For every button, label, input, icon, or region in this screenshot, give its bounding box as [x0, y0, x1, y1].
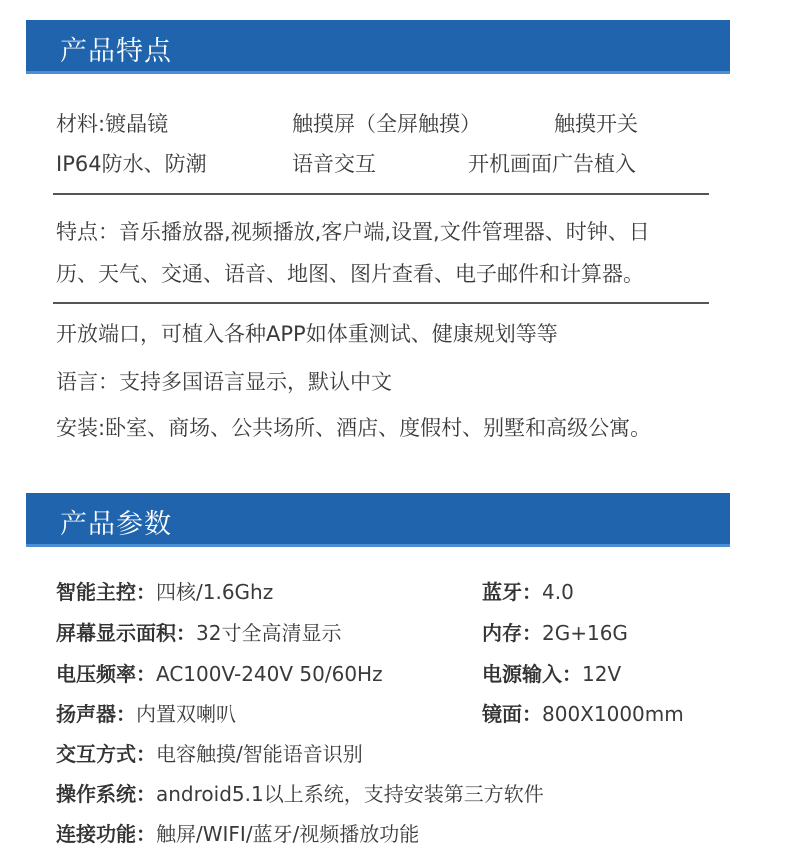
- features-description-line1: 特点：音乐播放器,视频播放,客户端,设置,文件管理器、时钟、日: [56, 220, 650, 244]
- spec-value: 800X1000mm: [542, 702, 684, 726]
- spec-screen-area: [56, 617, 341, 646]
- spec-value: 内置双喇叭: [136, 702, 236, 726]
- spec-value: 2G+16G: [542, 621, 628, 645]
- spec-value: 12V: [582, 662, 622, 686]
- spec-memory: [482, 617, 628, 646]
- spec-interaction: [56, 738, 363, 767]
- spec-connectivity: [56, 818, 419, 847]
- spec-value: AC100V-240V 50/60Hz: [156, 662, 383, 686]
- spec-value: 32寸全高清显示: [196, 621, 342, 645]
- spec-label: 操作系统：: [56, 782, 156, 806]
- spec-value: 触屏/WIFI/蓝牙/视频播放功能: [156, 822, 420, 846]
- features-description-line2: 历、天气、交通、语音、地图、图片查看、电子邮件和计算器。: [56, 262, 644, 286]
- feature-waterproof: IP64防水、防潮: [56, 152, 207, 176]
- spec-label: 交互方式：: [56, 742, 156, 766]
- banner-accent-strip: [26, 71, 730, 74]
- spec-label: 蓝牙：: [482, 580, 542, 604]
- spec-speaker: [56, 698, 236, 727]
- divider-1: [53, 193, 709, 195]
- spec-value: 四核/1.6Ghz: [156, 580, 274, 604]
- open-port-text: 开放端口，可植入各种APP如体重测试、健康规划等等: [56, 322, 558, 346]
- install-text: 安装:卧室、商场、公共场所、酒店、度假村、别墅和高级公寓。: [56, 416, 652, 440]
- spec-voltage: [56, 658, 383, 687]
- feature-touch-switch: 触摸开关: [554, 112, 638, 136]
- spec-label: 电源输入：: [482, 662, 582, 686]
- spec-label: 连接功能：: [56, 822, 156, 846]
- spec-cpu: [56, 576, 273, 605]
- spec-mirror-size: [482, 698, 684, 727]
- spec-label: 镜面：: [482, 702, 542, 726]
- spec-os: [56, 778, 544, 807]
- spec-label: 扬声器：: [56, 702, 136, 726]
- language-text: 语言：支持多国语言显示，默认中文: [56, 370, 392, 394]
- spec-power-input: [482, 658, 621, 687]
- spec-label: 内存：: [482, 621, 542, 645]
- section-banner-features: [26, 20, 730, 74]
- feature-touchscreen: 触摸屏（全屏触摸）: [292, 112, 481, 136]
- feature-boot-ad: 开机画面广告植入: [468, 152, 636, 176]
- feature-material: 材料:镀晶镜: [56, 112, 169, 136]
- banner-accent-strip: [26, 544, 730, 547]
- spec-label: 屏幕显示面积：: [56, 621, 196, 645]
- divider-2: [53, 302, 709, 304]
- feature-voice-interaction: 语音交互: [292, 152, 376, 176]
- spec-label: 智能主控：: [56, 580, 156, 604]
- section-banner-params: [26, 493, 730, 547]
- section-title-features: 产品特点: [60, 36, 172, 67]
- section-title-params: 产品参数: [60, 509, 172, 540]
- spec-value: 4.0: [542, 580, 574, 604]
- spec-value: 电容触摸/智能语音识别: [156, 742, 363, 766]
- spec-label: 电压频率：: [56, 662, 156, 686]
- spec-bluetooth: [482, 576, 574, 605]
- spec-value: android5.1以上系统，支持安装第三方软件: [156, 782, 544, 806]
